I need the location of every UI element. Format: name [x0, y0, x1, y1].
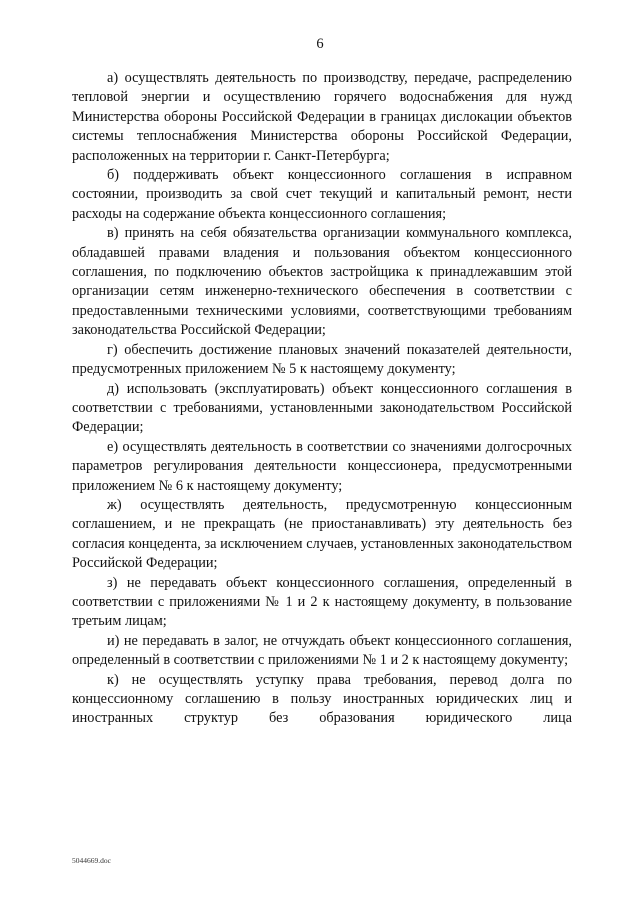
paragraph-d: д) использовать (эксплуатировать) объект концессионного соглашения в соответствии с требованиями, установленными законодательством Российской Федерации;	[72, 380, 572, 436]
paragraph-a: а) осуществлять деятельность по производству, передаче, распределению тепловой энергии и осуществлению горячего водоснабжения для нужд Министерства обороны Российской Федерации в границах дислокации объектов системы теплоснабжения Министерства обороны Российской Федерации, расположенных на территории г. Санкт-Петербурга;	[72, 70, 572, 164]
page-number: 6	[316, 36, 324, 52]
paragraph-e: е) осуществлять деятельность в соответствии со значениями долгосрочных параметров регулирования деятельности концессионера, предусмотренными приложением № 6 к настоящему документу;	[72, 438, 572, 494]
paragraph-k: к) не осуществлять уступку права требования, перевод долга по концессионному соглашению в пользу иностранных юридических лиц и иностранных структур без образования юридического лица	[72, 671, 572, 727]
document-body	[72, 69, 572, 729]
paragraph-i: и) не передавать в залог, не отчуждать объект концессионного соглашения, определенный в соответствии с приложениями № 1 и 2 к настоящему документу;	[72, 632, 572, 669]
paragraph-v: в) принять на себя обязательства организации коммунального комплекса, обладавшей правами владения и пользования объектом концессионного соглашения, по подключению объектов застройщика к принадлежавшим этой организации сетям инженерно-технического обеспечения в соответствии с предоставленными техническими условиями, соответствующими требованиям законодательства Российской Федерации;	[72, 225, 572, 339]
paragraph-g: г) обеспечить достижение плановых значений показателей деятельности, предусмотренных приложением № 5 к настоящему документу;	[72, 341, 572, 378]
paragraph-b: б) поддерживать объект концессионного соглашения в исправном состоянии, производить за свой счет текущий и капитальный ремонт, нести расходы на содержание объекта концессионного соглашения;	[72, 167, 572, 222]
paragraph-z: з) не передавать объект концессионного соглашения, определенный в соответствии с приложениями № 1 и 2 к настоящему документу, в пользование третьим лицам;	[72, 574, 572, 630]
document-file-code: 5044669.doc	[72, 856, 111, 865]
paragraph-zh: ж) осуществлять деятельность, предусмотренную концессионным соглашением, и не прекращать (не приостанавливать) эту деятельность без согласия концедента, за исключением случаев, установленных законодательством Российской Федерации;	[72, 496, 572, 572]
